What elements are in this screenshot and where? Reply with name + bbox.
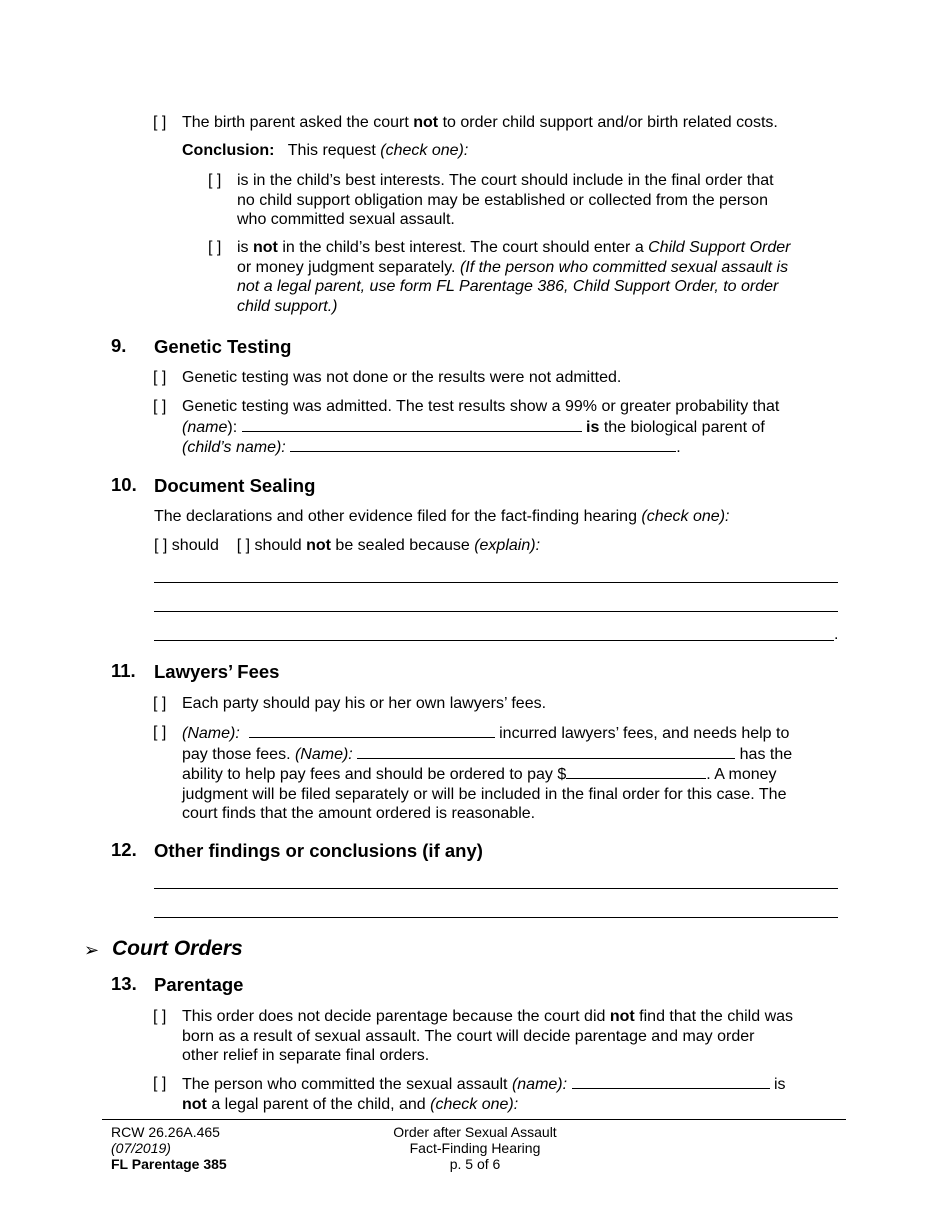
should-not-seal-checkbox[interactable]: [ ] <box>236 537 251 554</box>
fees-incurred-name-field[interactable] <box>249 723 495 738</box>
section-11-number: 11. <box>111 660 136 681</box>
section-10-title: Document Sealing <box>154 475 316 496</box>
section-9-number: 9. <box>111 335 127 356</box>
other-findings-line-1[interactable] <box>154 888 838 889</box>
footer-center <box>350 1124 600 1172</box>
genetic-not-done-text: Genetic testing was not done or the results were not admitted. <box>182 369 622 386</box>
genetic-admitted-text: Genetic testing was admitted. The test results show a 99% or greater probability that (name): is the biological parent of (child’s name): . <box>182 398 780 456</box>
explain-line-1[interactable] <box>154 582 838 583</box>
no-support-checkbox[interactable]: [ ] <box>153 114 167 131</box>
fees-help-text: (Name): incurred lawyers’ fees, and needs help to pay those fees. (Name): has the ability to help pay fees and should be ordered to pay $ . A money judgment will be filed separately or will be included in the final order for this case. The court finds that the amount ordered is reasonable. <box>182 725 793 822</box>
not-best-interest-text: is not in the child’s best interest. The court should enter a Child Support Order or money judgment separately. (If the person who committed sexual assault is not a legal parent, use form FL Parentage 386, Child Support Order, to order child support.) <box>237 239 791 315</box>
genetic-not-done-checkbox[interactable]: [ ] <box>153 369 167 386</box>
sealing-intro: The declarations and other evidence filed for the fact-finding hearing (check one): <box>154 508 730 525</box>
not-legal-parent-text: The person who committed the sexual assault (name): is not a legal parent of the child, and (check one): <box>182 1076 786 1113</box>
own-fees-text: Each party should pay his or her own lawyers’ fees. <box>182 695 547 712</box>
not-legal-parent-checkbox[interactable]: [ ] <box>153 1075 167 1092</box>
section-13-title: Parentage <box>154 974 244 995</box>
footer-rcw: RCW 26.26A.465 <box>111 1124 220 1140</box>
section-9-title: Genetic Testing <box>154 336 292 357</box>
section-10-number: 10. <box>111 474 137 495</box>
footer-left <box>111 1124 227 1172</box>
assailant-name-field[interactable] <box>572 1074 770 1089</box>
sealing-options: [ ] should [ ] should not be sealed because (explain): <box>154 537 541 554</box>
court-orders-bullet-icon: ➢ <box>84 940 100 960</box>
explain-line-3[interactable] <box>154 640 834 641</box>
best-interest-checkbox[interactable]: [ ] <box>208 172 222 189</box>
not-best-interest-checkbox[interactable]: [ ] <box>208 239 222 256</box>
no-support-text: The birth parent asked the court not to order child support and/or birth related costs. <box>182 114 778 131</box>
court-orders-heading: Court Orders <box>112 937 243 960</box>
other-findings-line-2[interactable] <box>154 917 838 918</box>
section-12-number: 12. <box>111 839 137 860</box>
footer-title-2: Fact-Finding Hearing <box>409 1140 541 1156</box>
own-fees-checkbox[interactable]: [ ] <box>153 695 167 712</box>
explain-line-2[interactable] <box>154 611 838 612</box>
footer-rule <box>102 1119 846 1120</box>
footer-title-1: Order after Sexual Assault <box>393 1124 557 1140</box>
fees-amount-field[interactable] <box>566 764 706 779</box>
conclusion-line: Conclusion: This request (check one): <box>182 142 469 159</box>
section-13-number: 13. <box>111 973 137 994</box>
no-parentage-decision-text: This order does not decide parentage because the court did not find that the child was born as a result of sexual assault. The court will decide parentage and may order other relief in separate final orders. <box>182 1008 794 1064</box>
parent-name-field[interactable] <box>242 417 582 432</box>
explain-end-period: . <box>834 626 839 643</box>
best-interest-text: is in the child’s best interests. The court should include in the final order that no child support obligation may be established or collected from the person who committed sexual assault. <box>237 172 774 228</box>
section-11-title: Lawyers’ Fees <box>154 661 280 682</box>
footer-form-id: FL Parentage 385 <box>111 1156 227 1172</box>
genetic-admitted-checkbox[interactable]: [ ] <box>153 398 167 415</box>
footer-date: (07/2019) <box>111 1140 171 1156</box>
section-12-title: Other findings or conclusions (if any) <box>154 840 483 861</box>
footer-page-number: p. 5 of 6 <box>449 1156 501 1172</box>
child-name-field[interactable] <box>290 437 676 452</box>
fees-payer-name-field[interactable] <box>357 744 735 759</box>
no-parentage-decision-checkbox[interactable]: [ ] <box>153 1008 167 1025</box>
fees-help-checkbox[interactable]: [ ] <box>153 724 167 741</box>
should-seal-checkbox[interactable]: [ ] <box>154 537 168 554</box>
